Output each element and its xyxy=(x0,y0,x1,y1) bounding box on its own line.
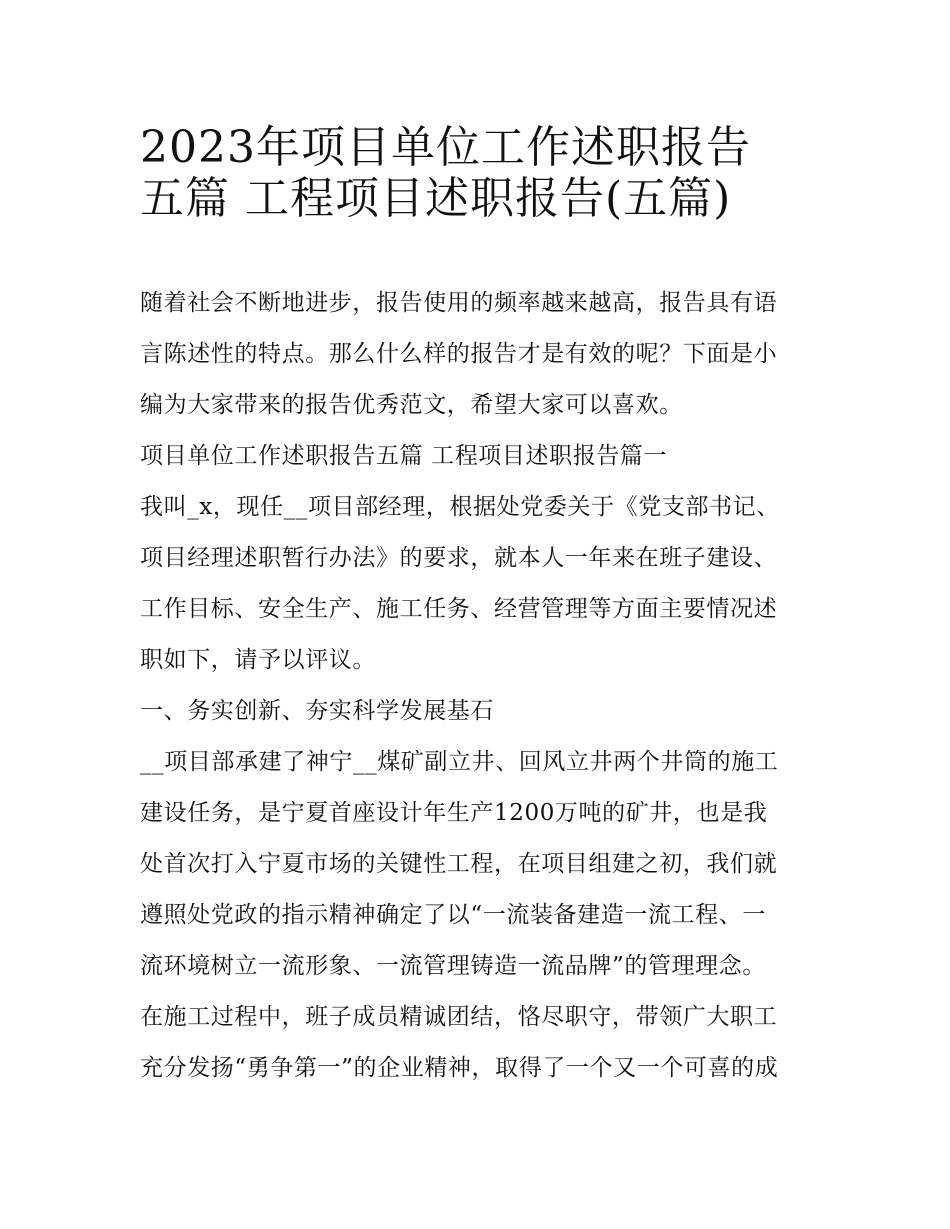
section-heading: 项目单位工作述职报告五篇 工程项目述职报告篇一 xyxy=(140,443,668,469)
text-line: 处首次打入宁夏市场的关键性工程，在项目组建之初，我们就 xyxy=(140,851,778,877)
text-line: 职如下，请予以评议。 xyxy=(140,647,376,673)
title-line: 2023年项目单位工作述职报告 xyxy=(140,122,751,173)
document-title xyxy=(140,112,820,224)
title-line: 五篇 工程项目述职报告(五篇) xyxy=(140,173,732,224)
text-line: 流环境树立一流形象、一流管理铸造一流品牌”的管理理念。 xyxy=(140,953,766,979)
text-line: 建设任务，是宁夏首座设计年生产1200万吨的矿井，也是我 xyxy=(140,800,768,826)
text-line: __项目部承建了神宁__煤矿副立井、回风立井两个井筒的施工 xyxy=(140,749,779,775)
text-line: 我叫_x，现任__项目部经理，根据处党委关于《党支部书记、 xyxy=(140,494,780,520)
text-line: 项目经理述职暂行办法》的要求，就本人一年来在班子建设、 xyxy=(140,545,778,571)
section-heading: 一、务实创新、夯实科学发展基石 xyxy=(140,698,494,724)
text-line: 言陈述性的特点。那么什么样的报告才是有效的呢？下面是小 xyxy=(140,341,778,367)
text-line: 遵照处党政的指示精神确定了以“一流装备建造一流工程、一 xyxy=(140,902,766,928)
text-line: 工作目标、安全生产、施工任务、经营管理等方面主要情况述 xyxy=(140,596,778,622)
text-line: 随着社会不断地进步，报告使用的频率越来越高，报告具有语 xyxy=(140,290,778,316)
body-lines xyxy=(140,278,820,1094)
text-line: 编为大家带来的报告优秀范文，希望大家可以喜欢。 xyxy=(140,392,683,418)
text-line: 充分发扬“勇争第一”的企业精神，取得了一个又一个可喜的成 xyxy=(140,1055,779,1081)
text-line: 在施工过程中，班子成员精诚团结，恪尽职守，带领广大职工 xyxy=(140,1004,778,1030)
document-body xyxy=(140,278,820,1094)
